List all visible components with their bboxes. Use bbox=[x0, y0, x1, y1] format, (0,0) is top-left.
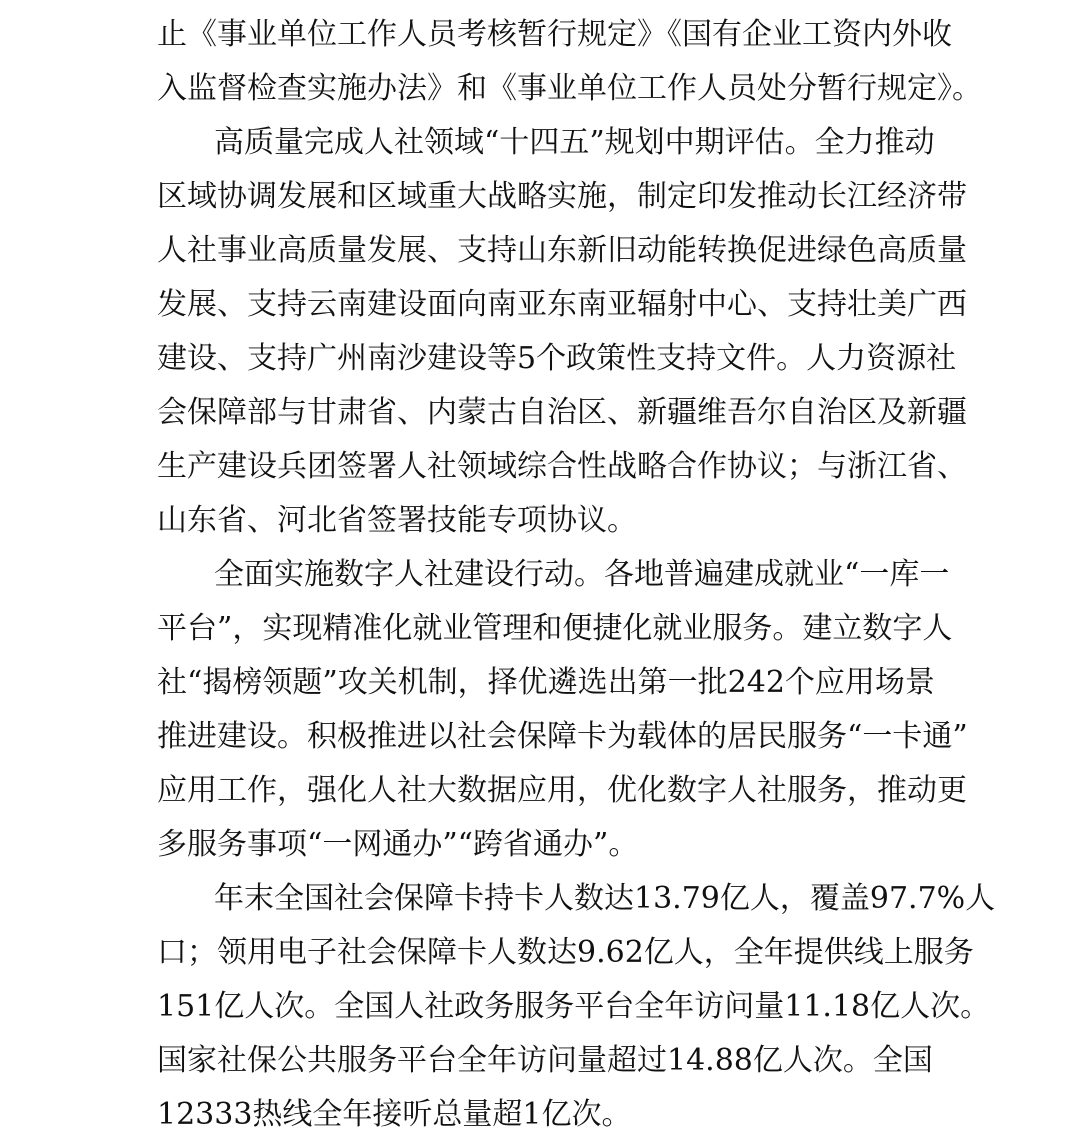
paragraph-2-line-5: 建设、支持广州南沙建设等5个政策性支持文件。人力资源社 bbox=[157, 341, 957, 376]
paragraph-3-line-6: 多服务事项“一网通办”“跨省通办”。 bbox=[157, 827, 639, 862]
paragraph-3-line-2: 平台”，实现精准化就业管理和便捷化就业服务。建立数字人 bbox=[157, 611, 953, 646]
paragraph-4-line-4: 国家社保公共服务平台全年访问量超过14.88亿人次。全国 bbox=[157, 1043, 933, 1078]
text-line-1: 止《事业单位工作人员考核暂行规定》《国有企业工资内外收 bbox=[157, 17, 952, 52]
paragraph-2-line-1: 高质量完成人社领域“十四五”规划中期评估。全力推动 bbox=[214, 125, 935, 160]
paragraph-3-line-3: 社“揭榜领题”攻关机制，择优遴选出第一批242个应用场景 bbox=[157, 665, 935, 700]
paragraph-2-line-3: 人社事业高质量发展、支持山东新旧动能转换促进绿色高质量 bbox=[157, 233, 967, 268]
paragraph-2-line-4: 发展、支持云南建设面向南亚东南亚辐射中心、支持壮美广西 bbox=[157, 287, 967, 322]
paragraph-4-line-1: 年末全国社会保障卡持卡人数达13.79亿人，覆盖97.7%人 bbox=[214, 881, 996, 916]
paragraph-2-line-7: 生产建设兵团签署人社领域综合性战略合作协议；与浙江省、 bbox=[157, 449, 967, 484]
paragraph-4-line-5: 12333热线全年接听总量超1亿次。 bbox=[157, 1097, 632, 1132]
paragraph-2-line-8: 山东省、河北省签署技能专项协议。 bbox=[157, 503, 637, 538]
paragraph-3-line-4: 推进建设。积极推进以社会保障卡为载体的居民服务“一卡通” bbox=[157, 719, 968, 754]
paragraph-3-line-5: 应用工作，强化人社大数据应用，优化数字人社服务，推动更 bbox=[157, 773, 967, 808]
paragraph-4-line-2: 口；领用电子社会保障卡人数达9.62亿人，全年提供线上服务 bbox=[157, 935, 974, 970]
paragraph-4-line-3: 151亿人次。全国人社政务服务平台全年访问量11.18亿人次。 bbox=[157, 989, 991, 1024]
text-line-2: 入监督检查实施办法》和《事业单位工作人员处分暂行规定》。 bbox=[157, 71, 982, 106]
paragraph-2-line-2: 区域协调发展和区域重大战略实施，制定印发推动长江经济带 bbox=[157, 179, 967, 214]
paragraph-2-line-6: 会保障部与甘肃省、内蒙古自治区、新疆维吾尔自治区及新疆 bbox=[157, 395, 967, 430]
paragraph-3-line-1: 全面实施数字人社建设行动。各地普遍建成就业“一库一 bbox=[214, 557, 950, 592]
